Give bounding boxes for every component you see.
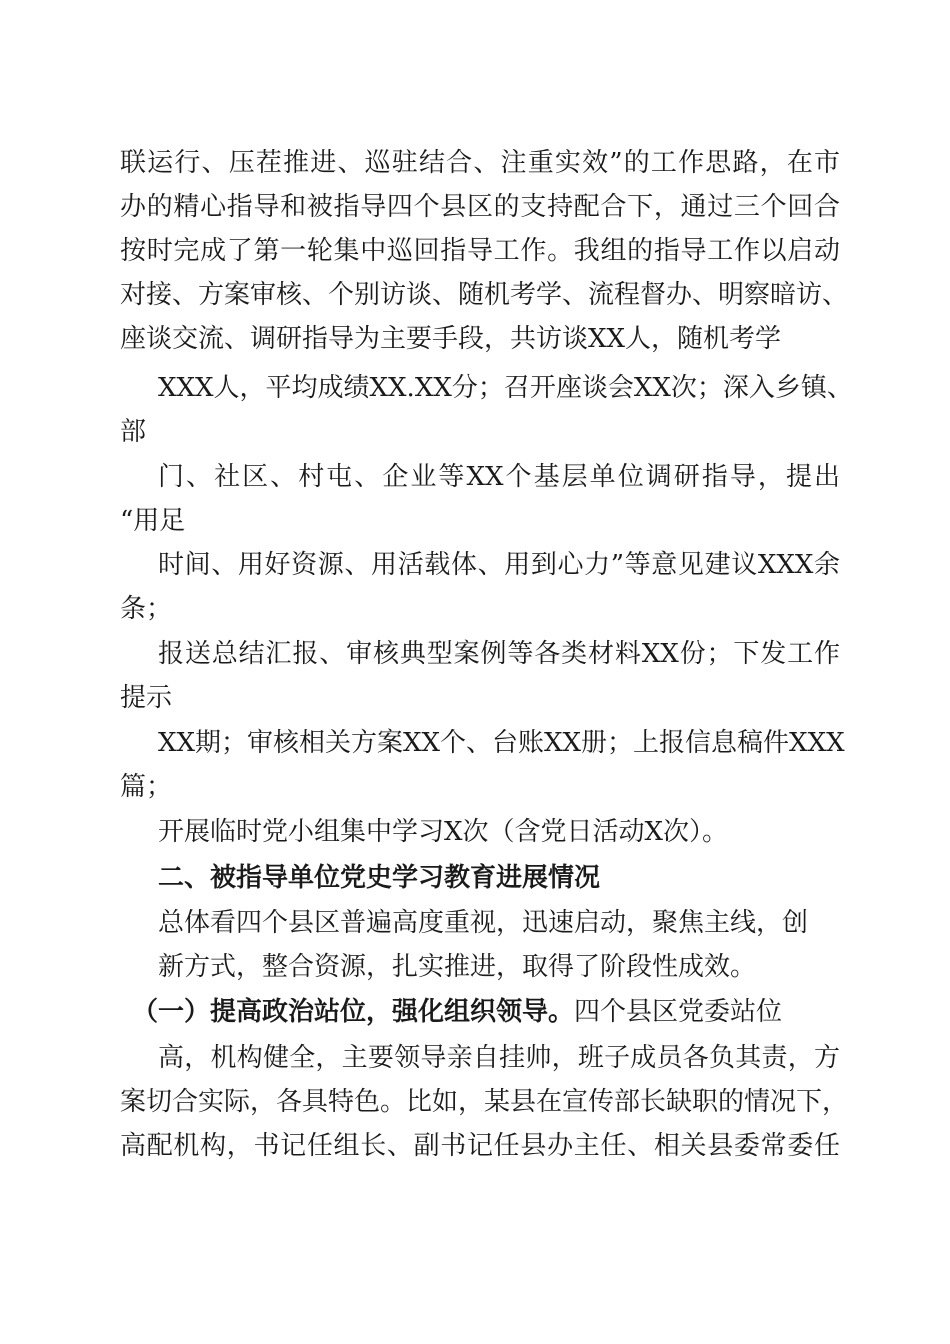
body-line-7: 部	[120, 417, 147, 447]
body-line-14: XX期；审核相关方案XX个、台账XX册；上报信息稿件XXX	[158, 728, 845, 758]
body-line-19: 高，机构健全，主要领导亲自挂帅，班子成员各负其责，方	[158, 1043, 840, 1073]
subheading-rest: 四个县区党委站位	[574, 997, 783, 1027]
body-line-17: 总体看四个县区普遍高度重视，迅速启动，聚焦主线，创	[158, 908, 809, 938]
body-line-5: 座谈交流、调研指导为主要手段，共访谈XX人，随机考学	[120, 324, 782, 354]
body-line-21: 高配机构，书记任组长、副书记任县办主任、相关县委常委任	[120, 1131, 840, 1161]
body-line-6: XXX人，平均成绩XX.XX分；召开座谈会XX次；深入乡镇、	[158, 373, 853, 403]
body-line-12: 报送总结汇报、审核典型案例等各类材料XX份；下发工作	[158, 639, 840, 669]
body-line-1: 联运行、压茬推进、巡驻结合、注重实效”的工作思路，在市	[120, 148, 840, 178]
body-line-18: 新方式，整合资源，扎实推进，取得了阶段性成效。	[158, 952, 757, 982]
body-line-20: 案切合实际，各具特色。比如，某县在宣传部长缺职的情况下，	[120, 1087, 849, 1117]
body-line-15: 篇；	[120, 772, 173, 802]
body-line-10: 时间、用好资源、用活载体、用到心力”等意见建议XXX余	[158, 550, 840, 580]
section-heading: 二、被指导单位党史学习教育进展情况	[158, 863, 601, 893]
body-line-13: 提示	[120, 683, 173, 713]
subheading-bold: （一）提高政治站位，强化组织领导。	[132, 997, 575, 1027]
body-line-11: 条；	[120, 594, 173, 624]
subheading-line	[132, 990, 840, 1034]
body-line-9: “用足	[120, 506, 186, 536]
body-line-2: 办的精心指导和被指导四个县区的支持配合下，通过三个回合	[120, 192, 840, 222]
body-line-3: 按时完成了第一轮集中巡回指导工作。我组的指导工作以启动	[120, 236, 840, 266]
body-line-4: 对接、方案审核、个别访谈、随机考学、流程督办、明察暗访、	[120, 280, 849, 310]
body-line-8: 门、社区、村屯、企业等XX个基层单位调研指导，提出	[158, 462, 840, 492]
body-line-16: 开展临时党小组集中学习X次（含党日活动X次）。	[158, 817, 729, 847]
